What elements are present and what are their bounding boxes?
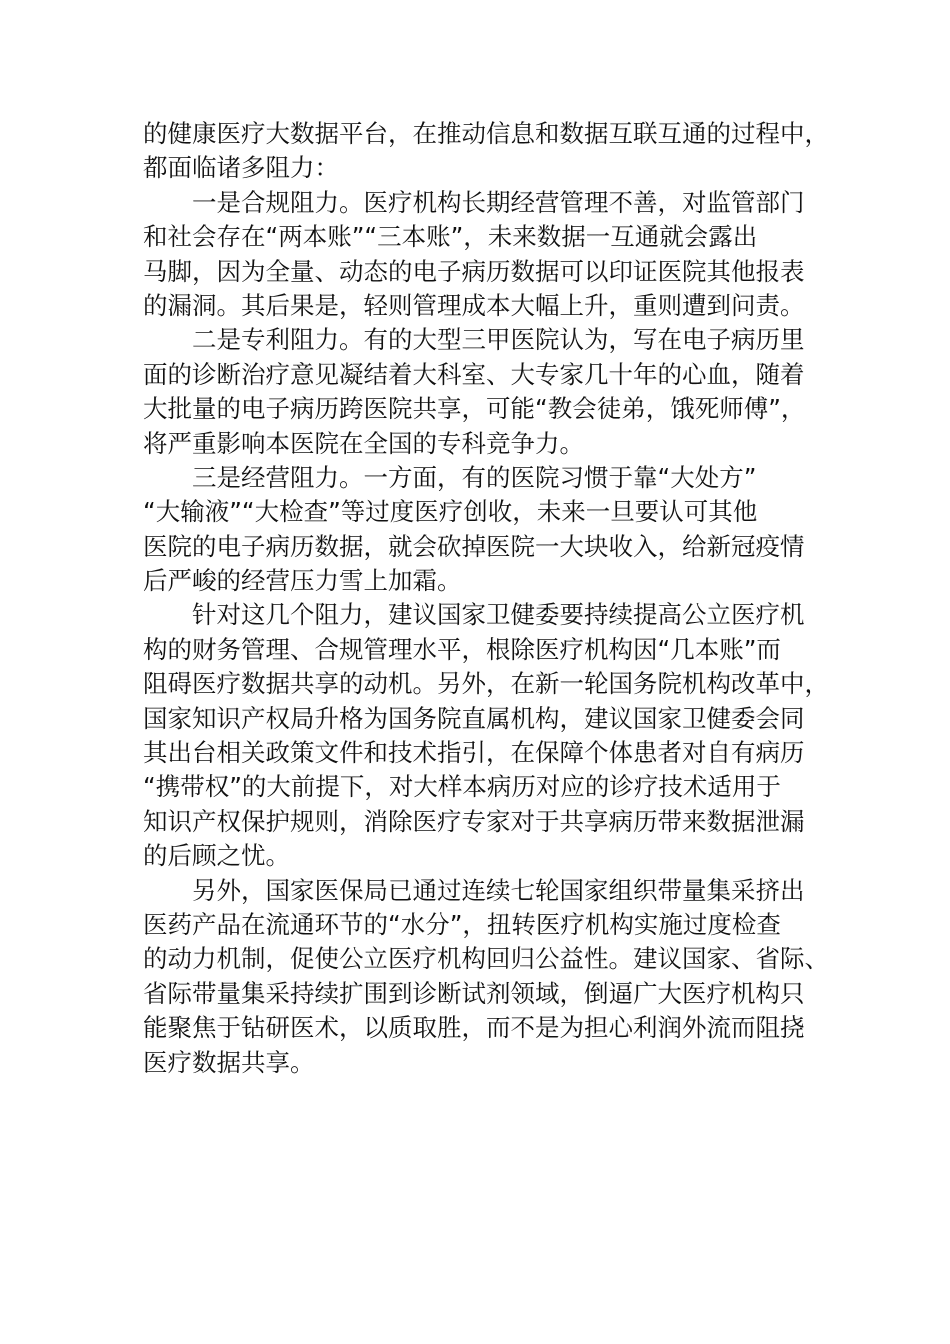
text-line: 马脚，因为全量、动态的电子病历数据可以印证医院其他报表 bbox=[143, 256, 805, 286]
text-line: 医院的电子病历数据，就会砍掉医院一大块收入，给新冠疫情 bbox=[143, 531, 805, 561]
paragraph-first-line: 二是专利阻力。有的大型三甲医院认为，写在电子病历里 bbox=[192, 325, 805, 355]
text-line: “携带权”的大前提下，对大样本病历对应的诊疗技术适用于 bbox=[143, 772, 781, 802]
text-line: 都面临诸多阻力： bbox=[143, 153, 339, 183]
text-line: 能聚焦于钻研医术，以质取胜，而不是为担心利润外流而阻挠 bbox=[143, 1013, 805, 1043]
paragraph-first-line: 一是合规阻力。医疗机构长期经营管理不善，对监管部门 bbox=[192, 187, 805, 217]
text-line: 将严重影响本医院在全国的专科竞争力。 bbox=[143, 428, 584, 458]
paragraph-first-line: 另外，国家医保局已通过连续七轮国家组织带量集采挤出 bbox=[192, 875, 805, 905]
text-line: 知识产权保护规则，消除医疗专家对于共享病历带来数据泄漏 bbox=[143, 806, 805, 836]
text-line: “大输液”“大检查”等过度医疗创收，未来一旦要认可其他 bbox=[143, 497, 758, 527]
paragraph-first-line: 针对这几个阻力，建议国家卫健委要持续提高公立医疗机 bbox=[192, 600, 805, 630]
text-line: 的健康医疗大数据平台，在推动信息和数据互联互通的过程中， bbox=[143, 119, 829, 148]
text-line: 省际带量集采持续扩围到诊断试剂领域，倒逼广大医疗机构只 bbox=[143, 978, 805, 1008]
text-line: 构的财务管理、合规管理水平，根除医疗机构因“几本账”而 bbox=[143, 634, 781, 664]
text-line: 后严峻的经营压力雪上加霜。 bbox=[143, 566, 462, 596]
text-line: 医疗数据共享。 bbox=[143, 1047, 315, 1077]
text-line: 大批量的电子病历跨医院共享，可能“教会徒弟，饿死师傅”， bbox=[143, 394, 806, 424]
text-line: 国家知识产权局升格为国务院直属机构，建议国家卫健委会同 bbox=[143, 703, 805, 733]
text-line: 的动力机制，促使公立医疗机构回归公益性。建议国家、省际、 bbox=[143, 944, 829, 974]
text-line: 面的诊断治疗意见凝结着大科室、大专家几十年的心血，随着 bbox=[143, 359, 805, 389]
text-line: 和社会存在“两本账”“三本账”，未来数据一互通就会露出 bbox=[143, 222, 758, 252]
text-line: 其出台相关政策文件和技术指引，在保障个体患者对自有病历 bbox=[143, 738, 805, 768]
text-line: 的漏洞。其后果是，轻则管理成本大幅上升，重则遭到问责。 bbox=[143, 290, 805, 320]
text-line: 医药产品在流通环节的“水分”，扭转医疗机构实施过度检查 bbox=[143, 909, 781, 939]
text-line: 阻碍医疗数据共享的动机。另外，在新一轮国务院机构改革中， bbox=[143, 669, 829, 699]
paragraph-first-line: 三是经营阻力。一方面，有的医院习惯于靠“大处方” bbox=[192, 462, 757, 492]
body-text bbox=[143, 117, 829, 1080]
text-line: 的后顾之忧。 bbox=[143, 841, 290, 871]
